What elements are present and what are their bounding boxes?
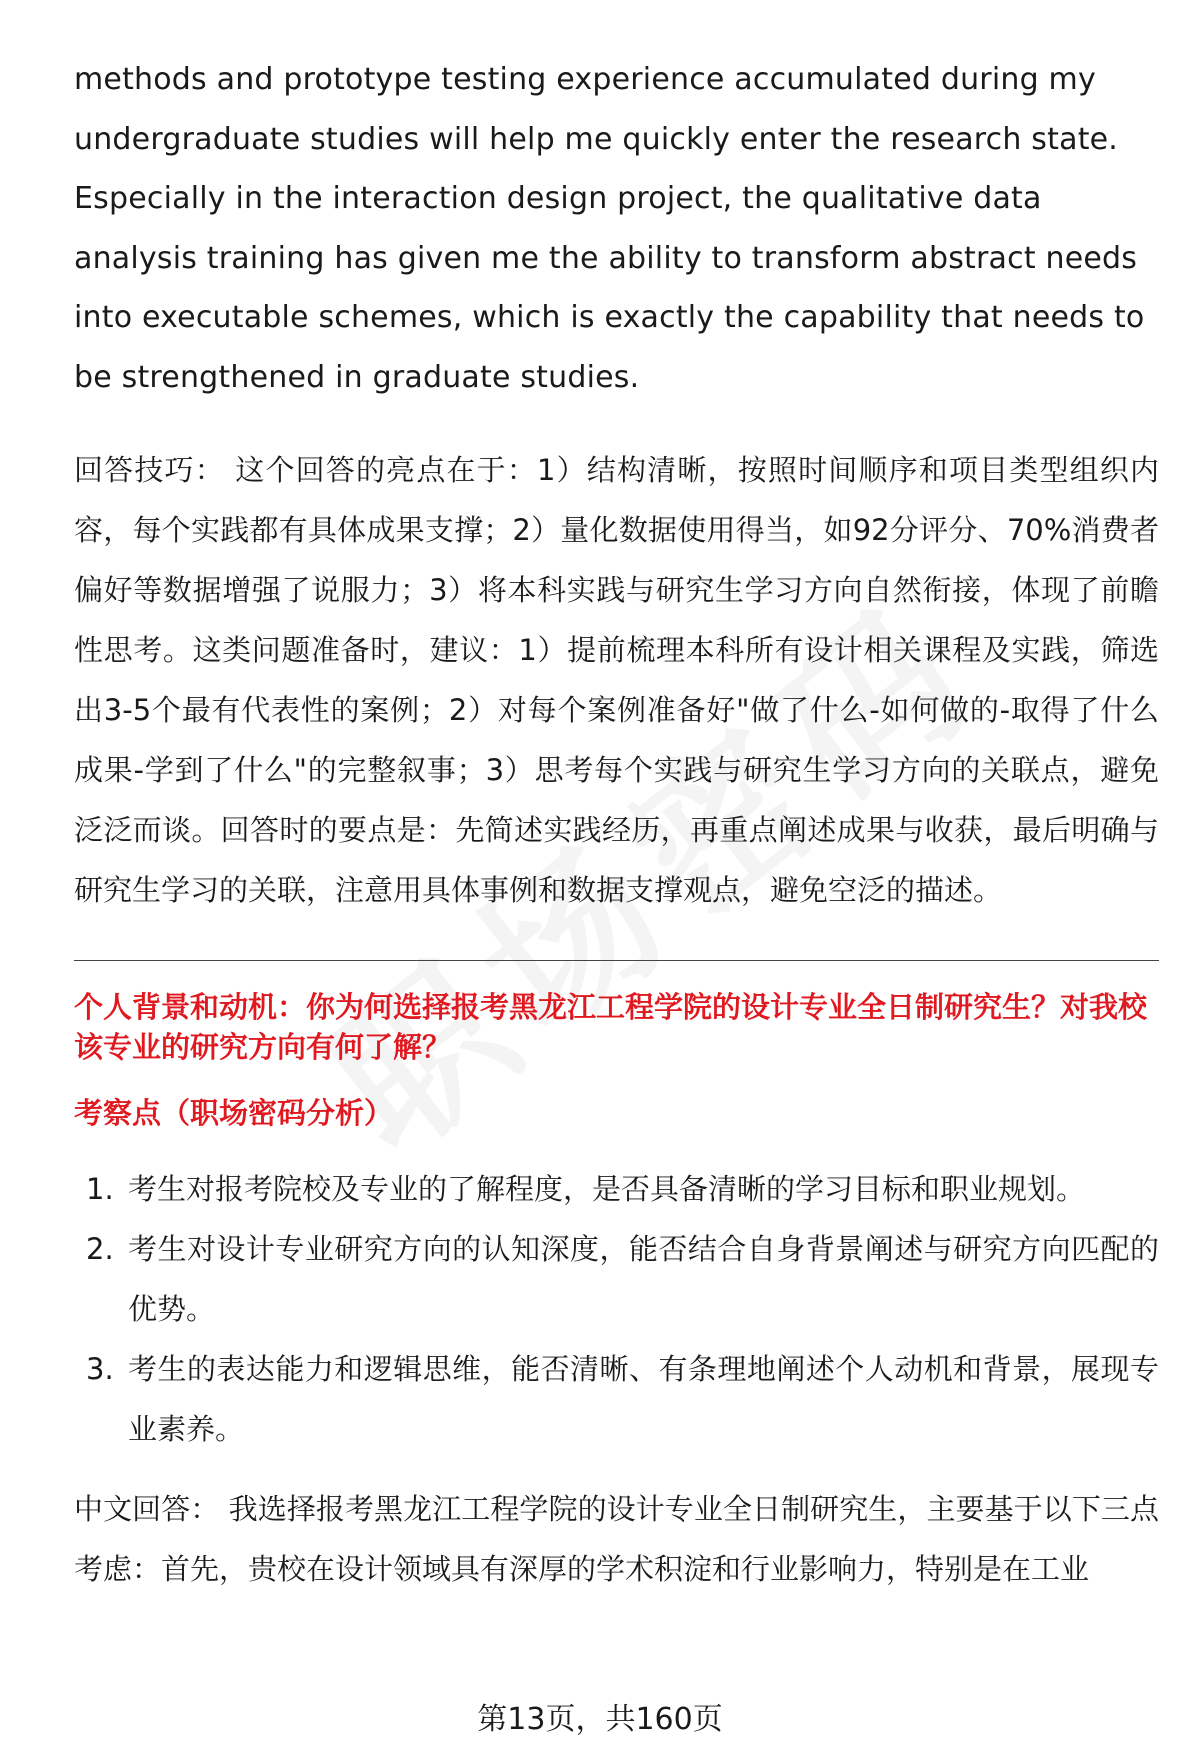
list-item [74,1339,1159,1459]
list-item [74,1219,1159,1339]
list-number: 1. [86,1172,114,1206]
analysis-heading: 考察点（职场密码分析） [74,1096,394,1130]
list-text: 考生对报考院校及专业的了解程度，是否具备清晰的学习目标和职业规划。 [128,1172,1086,1206]
list-number: 3. [86,1352,114,1386]
list-item [74,1159,1159,1219]
tip-paragraph: 回答技巧： 这个回答的亮点在于：1）结构清晰，按照时间顺序和项目类型组织内容，每个实践都有具体成果支撑；2）量化数据使用得当，如92分评分、70%消费者偏好等数据增强了说服力；3）将本科实践与研究生学习方向自然衔接，体现了前瞻性思考。这类问题准备时，建议：1）提前梳理本科所有设计相关课程及实践，筛选出3-5个最有代表性的案例；2）对每个案例准备好"做了什么-如何做的-取得了什么成果-学到了什么"的完整叙事；3）思考每个实践与研究生学习方向的关联点，避免泛泛而谈。回答时的要点是：先简述实践经历，再重点阐述成果与收获，最后明确与研究生学习的关联，注意用具体事例和数据支撑观点，避免空泛的描述。 [74,453,1159,907]
analysis-points-list [74,1159,1159,1459]
list-number: 2. [86,1232,114,1266]
english-paragraph: methods and prototype testing experience accumulated during my undergraduate studies will help me quickly enter the research state. Especially in the interaction design project, the qualitative data analysis training has given me the ability to transform abstract needs into executable schemes, which is exactly the capability that needs to be strengthened in graduate studies. [74,62,1145,395]
list-text: 考生对设计专业研究方向的认知深度，能否结合自身背景阐述与研究方向匹配的优势。 [128,1232,1159,1326]
page-content [74,50,1159,1599]
answer-paragraph: 中文回答： 我选择报考黑龙江工程学院的设计专业全日制研究生，主要基于以下三点考虑：首先，贵校在设计领域具有深厚的学术积淀和行业影响力，特别是在工业 [74,1492,1159,1586]
list-text: 考生的表达能力和逻辑思维，能否清晰、有条理地阐述个人动机和背景，展现专业素养。 [128,1352,1159,1446]
section-divider [74,960,1159,961]
question-heading: 个人背景和动机：你为何选择报考黑龙江工程学院的设计专业全日制研究生？对我校该专业的研究方向有何了解？ [74,990,1148,1064]
page-footer: 第13页，共160页 [477,1702,723,1737]
